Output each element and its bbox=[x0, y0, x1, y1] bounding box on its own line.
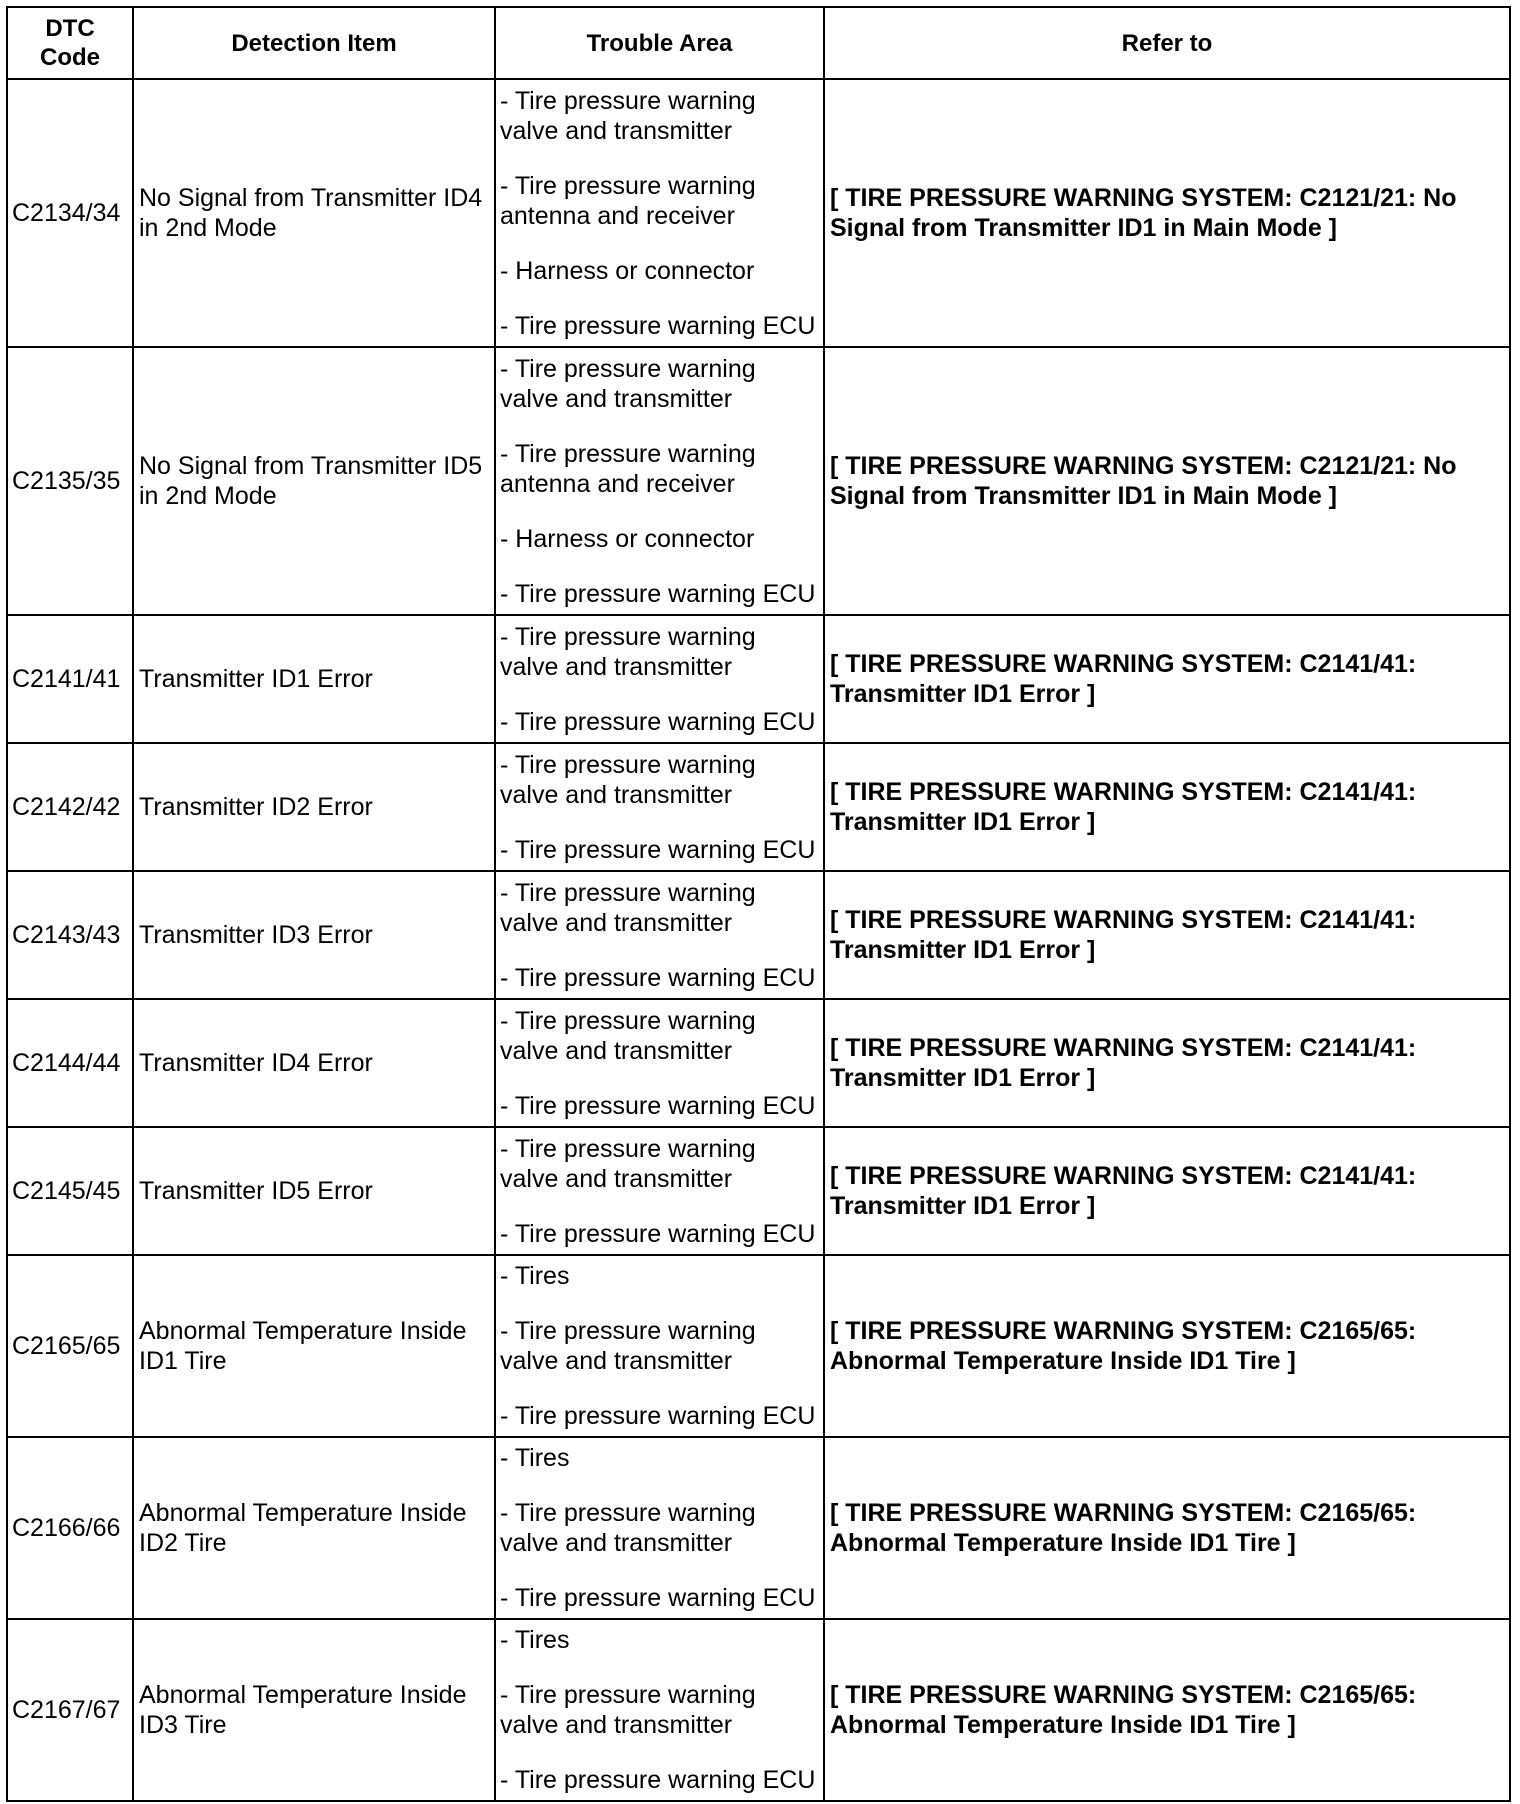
refer-to-link[interactable]: [ TIRE PRESSURE WARNING SYSTEM: C2141/41: Transmitter ID1 Error ] bbox=[824, 743, 1510, 871]
trouble-area-item: - Tire pressure warning valve and transmitter bbox=[500, 1681, 756, 1739]
trouble-area-cell bbox=[495, 1255, 824, 1437]
trouble-area-item: - Tires bbox=[500, 1262, 570, 1290]
dtc-code-cell: C2141/41 bbox=[7, 615, 133, 743]
trouble-area-item: - Tire pressure warning antenna and receiver bbox=[500, 171, 756, 230]
trouble-area-item: - Tire pressure warning ECU bbox=[500, 707, 816, 736]
trouble-area-item: - Tire pressure warning ECU bbox=[500, 1091, 816, 1120]
header-refer-to: Refer to bbox=[824, 7, 1510, 79]
table-row bbox=[7, 1619, 1510, 1801]
table-row bbox=[7, 743, 1510, 871]
trouble-area-item: - Tire pressure warning ECU bbox=[500, 963, 816, 992]
trouble-area-item: - Tire pressure warning ECU bbox=[500, 1219, 816, 1248]
dtc-code-cell: C2167/67 bbox=[7, 1619, 133, 1801]
trouble-area-item: - Tire pressure warning ECU bbox=[500, 1402, 816, 1430]
table-body bbox=[7, 79, 1510, 1801]
dtc-code-cell: C2165/65 bbox=[7, 1255, 133, 1437]
table-row bbox=[7, 347, 1510, 615]
dtc-table bbox=[6, 6, 1511, 1802]
trouble-area-item: - Tire pressure warning valve and transmitter bbox=[500, 1499, 756, 1557]
table-row bbox=[7, 615, 1510, 743]
detection-item-cell: Abnormal Temperature Inside ID1 Tire bbox=[133, 1255, 495, 1437]
dtc-code-cell: C2166/66 bbox=[7, 1437, 133, 1619]
dtc-code-cell: C2142/42 bbox=[7, 743, 133, 871]
detection-item-cell: Transmitter ID5 Error bbox=[133, 1127, 495, 1255]
table-row bbox=[7, 79, 1510, 347]
header-dtc-code bbox=[7, 7, 133, 79]
trouble-area-item: - Tire pressure warning valve and transmitter bbox=[500, 1134, 756, 1193]
refer-to-link[interactable]: [ TIRE PRESSURE WARNING SYSTEM: C2121/21: No Signal from Transmitter ID1 in Main Mode ] bbox=[824, 347, 1510, 615]
header-dtc-code-line1: DTC bbox=[45, 15, 95, 42]
dtc-code-cell: C2144/44 bbox=[7, 999, 133, 1127]
trouble-area-cell bbox=[495, 79, 824, 347]
trouble-area-item: - Harness or connector bbox=[500, 524, 755, 553]
trouble-area-item: - Harness or connector bbox=[500, 256, 755, 285]
detection-item-cell: Transmitter ID4 Error bbox=[133, 999, 495, 1127]
trouble-area-cell bbox=[495, 999, 824, 1127]
header-trouble-area: Trouble Area bbox=[495, 7, 824, 79]
trouble-area-item: - Tire pressure warning valve and transmitter bbox=[500, 1006, 756, 1065]
trouble-area-cell bbox=[495, 1127, 824, 1255]
trouble-area-cell bbox=[495, 347, 824, 615]
detection-item-cell: Transmitter ID1 Error bbox=[133, 615, 495, 743]
trouble-area-item: - Tire pressure warning ECU bbox=[500, 311, 816, 340]
trouble-area-item: - Tire pressure warning ECU bbox=[500, 579, 816, 608]
table-row bbox=[7, 999, 1510, 1127]
trouble-area-item: - Tire pressure warning valve and transmitter bbox=[500, 750, 756, 809]
header-row bbox=[7, 7, 1510, 79]
refer-to-link[interactable]: [ TIRE PRESSURE WARNING SYSTEM: C2141/41: Transmitter ID1 Error ] bbox=[824, 999, 1510, 1127]
trouble-area-cell bbox=[495, 1619, 824, 1801]
detection-item-cell: Transmitter ID3 Error bbox=[133, 871, 495, 999]
header-detection-item: Detection Item bbox=[133, 7, 495, 79]
trouble-area-cell bbox=[495, 1437, 824, 1619]
trouble-area-item: - Tire pressure warning valve and transmitter bbox=[500, 354, 756, 413]
trouble-area-cell bbox=[495, 615, 824, 743]
header-dtc-code-line2: Code bbox=[40, 44, 100, 71]
detection-item-cell: No Signal from Transmitter ID5 in 2nd Mode bbox=[133, 347, 495, 615]
trouble-area-cell bbox=[495, 743, 824, 871]
dtc-code-cell: C2135/35 bbox=[7, 347, 133, 615]
refer-to-link[interactable]: [ TIRE PRESSURE WARNING SYSTEM: C2165/65: Abnormal Temperature Inside ID1 Tire ] bbox=[824, 1619, 1510, 1801]
trouble-area-item: - Tire pressure warning ECU bbox=[500, 1766, 816, 1794]
refer-to-link[interactable]: [ TIRE PRESSURE WARNING SYSTEM: C2165/65: Abnormal Temperature Inside ID1 Tire ] bbox=[824, 1255, 1510, 1437]
trouble-area-item: - Tire pressure warning valve and transmitter bbox=[500, 878, 756, 937]
trouble-area-item: - Tires bbox=[500, 1626, 570, 1654]
trouble-area-item: - Tire pressure warning valve and transmitter bbox=[500, 86, 756, 145]
trouble-area-item: - Tires bbox=[500, 1444, 570, 1472]
refer-to-link[interactable]: [ TIRE PRESSURE WARNING SYSTEM: C2141/41: Transmitter ID1 Error ] bbox=[824, 615, 1510, 743]
detection-item-cell: Transmitter ID2 Error bbox=[133, 743, 495, 871]
detection-item-cell: Abnormal Temperature Inside ID2 Tire bbox=[133, 1437, 495, 1619]
trouble-area-item: - Tire pressure warning valve and transmitter bbox=[500, 622, 756, 681]
trouble-area-item: - Tire pressure warning ECU bbox=[500, 1584, 816, 1612]
trouble-area-item: - Tire pressure warning antenna and receiver bbox=[500, 439, 756, 498]
dtc-code-cell: C2143/43 bbox=[7, 871, 133, 999]
refer-to-link[interactable]: [ TIRE PRESSURE WARNING SYSTEM: C2121/21: No Signal from Transmitter ID1 in Main Mode ] bbox=[824, 79, 1510, 347]
refer-to-link[interactable]: [ TIRE PRESSURE WARNING SYSTEM: C2141/41: Transmitter ID1 Error ] bbox=[824, 871, 1510, 999]
trouble-area-item: - Tire pressure warning valve and transmitter bbox=[500, 1317, 756, 1375]
table-row bbox=[7, 871, 1510, 999]
trouble-area-item: - Tire pressure warning ECU bbox=[500, 835, 816, 864]
dtc-code-cell: C2145/45 bbox=[7, 1127, 133, 1255]
refer-to-link[interactable]: [ TIRE PRESSURE WARNING SYSTEM: C2141/41: Transmitter ID1 Error ] bbox=[824, 1127, 1510, 1255]
detection-item-cell: No Signal from Transmitter ID4 in 2nd Mode bbox=[133, 79, 495, 347]
table-row bbox=[7, 1255, 1510, 1437]
dtc-code-cell: C2134/34 bbox=[7, 79, 133, 347]
detection-item-cell: Abnormal Temperature Inside ID3 Tire bbox=[133, 1619, 495, 1801]
table-row bbox=[7, 1127, 1510, 1255]
table-row bbox=[7, 1437, 1510, 1619]
refer-to-link[interactable]: [ TIRE PRESSURE WARNING SYSTEM: C2165/65: Abnormal Temperature Inside ID1 Tire ] bbox=[824, 1437, 1510, 1619]
trouble-area-cell bbox=[495, 871, 824, 999]
